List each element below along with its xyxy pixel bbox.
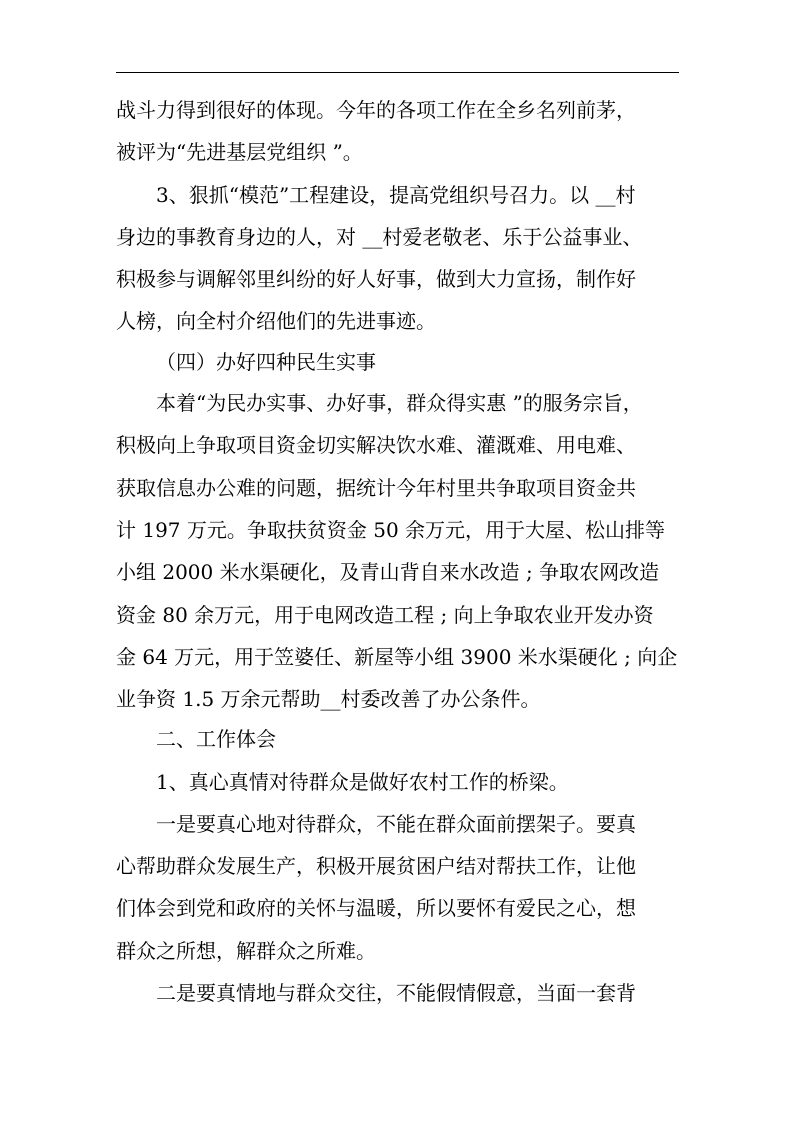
text-line-19: 心帮助群众发展生产，积极开展贫困户结对帮扶工作，让他 <box>116 854 636 878</box>
text-line-17: 1、真心真情对待群众是做好农村工作的桥梁。 <box>156 770 569 794</box>
text-line-5: 积极参与调解邻里纠纷的好人好事，做到大力宣扬，制作好 <box>116 267 636 291</box>
text-line-2: 被评为“先进基层党组织 ”。 <box>116 140 363 164</box>
text-line-8: 本着“为民办实事、办好事，群众得实惠 ”的服务宗旨， <box>156 391 643 415</box>
text-line-20: 们体会到党和政府的关怀与温暖，所以要怀有爱民之心，想 <box>116 896 636 920</box>
text-line-11: 计 197 万元。争取扶贫资金 50 余万元，用于大屋、松山排等 <box>116 518 666 542</box>
text-line-18: 一是要真心地对待群众，不能在群众面前摆架子。要真 <box>156 812 636 836</box>
text-line-15: 业争资 1.5 万余元帮助__村委改善了办公条件。 <box>116 687 541 711</box>
text-line-22: 二是要真情地与群众交往，不能假情假意，当面一套背 <box>156 981 636 1005</box>
text-line-12: 小组 2000 米水渠硬化，及青山背自来水改造 ; 争取农网改造 <box>116 560 660 584</box>
header-rule <box>116 72 679 73</box>
section-heading-4: （四）办好四种民生实事 <box>156 350 376 374</box>
text-line-9: 积极向上争取项目资金切实解决饮水难、灌溉难、用电难、 <box>116 433 636 457</box>
text-line-13: 资金 80 余万元，用于电网改造工程 ; 向上争取农业开发办资 <box>116 603 654 627</box>
text-line-6: 人榜，向全村介绍他们的先进事迹。 <box>116 309 436 333</box>
text-line-4: 身边的事教育身边的人，对 __村爱老敬老、乐于公益事业、 <box>116 225 643 249</box>
text-line-3: 3、狠抓“模范”工程建设，提高党组织号召力。以 __村 <box>156 183 636 207</box>
text-line-1: 战斗力得到很好的体现。今年的各项工作在全乡名列前茅， <box>116 98 636 122</box>
text-line-21: 群众之所想，解群众之所难。 <box>116 939 376 963</box>
section-heading-2: 二、工作体会 <box>156 727 276 751</box>
text-line-10: 获取信息办公难的问题，据统计今年村里共争取项目资金共 <box>116 476 636 500</box>
text-line-14: 金 64 万元，用于笠婆任、新屋等小组 3900 米水渠硬化 ; 向企 <box>116 645 678 669</box>
